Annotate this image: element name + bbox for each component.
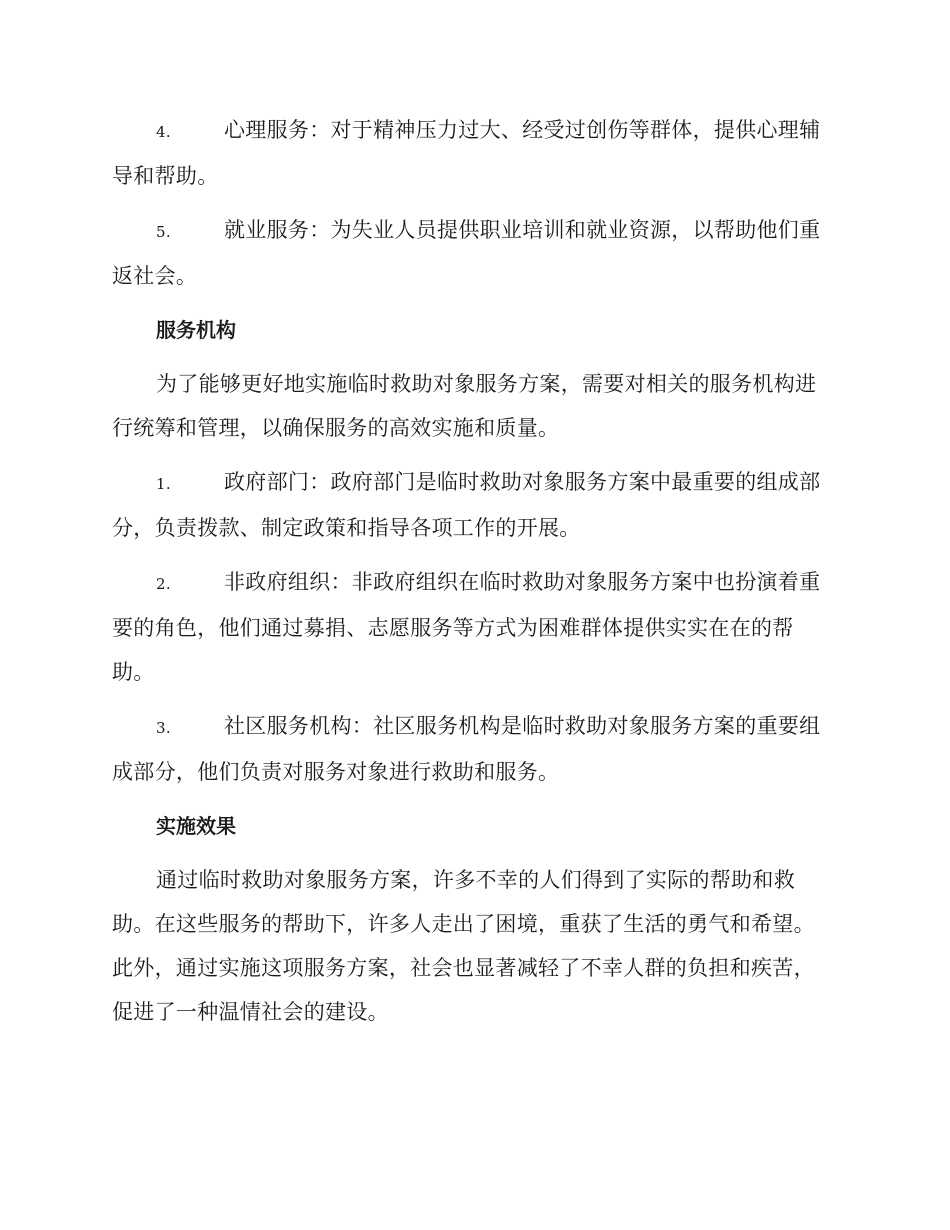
section-heading-effect: 实施效果 xyxy=(156,814,236,838)
list-item-government xyxy=(112,460,834,550)
list-text: 非政府组织：非政府组织在临时救助对象服务方案中也扮演着重要的角色，他们通过募捐、志愿服务等方式为困难群体提供实实在在的帮助。 xyxy=(112,570,821,684)
list-item-employment-service xyxy=(112,208,834,298)
institutions-intro-paragraph: 为了能够更好地实施临时救助对象服务方案，需要对相关的服务机构进行统筹和管理，以确保服务的高效实施和质量。 xyxy=(112,372,817,440)
list-number: 2. xyxy=(156,575,171,593)
list-text: 社区服务机构：社区服务机构是临时救助对象服务方案的重要组成部分，他们负责对服务对象进行救助和服务。 xyxy=(112,714,821,784)
effect-body-paragraph: 通过临时救助对象服务方案，许多不幸的人们得到了实际的帮助和救助。在这些服务的帮助下，许多人走出了困境，重获了生活的勇气和希望。此外，通过实施这项服务方案，社会也显著减轻了不幸人群的负担和疾苦，促进了一种温情社会的建设。 xyxy=(112,868,815,1024)
list-item-psychological-service xyxy=(112,108,834,198)
list-number: 4. xyxy=(156,123,171,141)
list-item-community xyxy=(112,704,834,794)
list-number: 5. xyxy=(156,223,171,241)
list-text: 就业服务：为失业人员提供职业培训和就业资源，以帮助他们重返社会。 xyxy=(112,218,821,288)
document-page xyxy=(112,108,834,1044)
section-heading-institutions: 服务机构 xyxy=(156,318,236,342)
list-text: 政府部门：政府部门是临时救助对象服务方案中最重要的组成部分，负责拨款、制定政策和指导各项工作的开展。 xyxy=(112,470,821,540)
list-number: 1. xyxy=(156,475,171,493)
list-text: 心理服务：对于精神压力过大、经受过创伤等群体，提供心理辅导和帮助。 xyxy=(112,118,821,188)
list-item-ngo xyxy=(112,560,834,694)
list-number: 3. xyxy=(156,719,171,737)
